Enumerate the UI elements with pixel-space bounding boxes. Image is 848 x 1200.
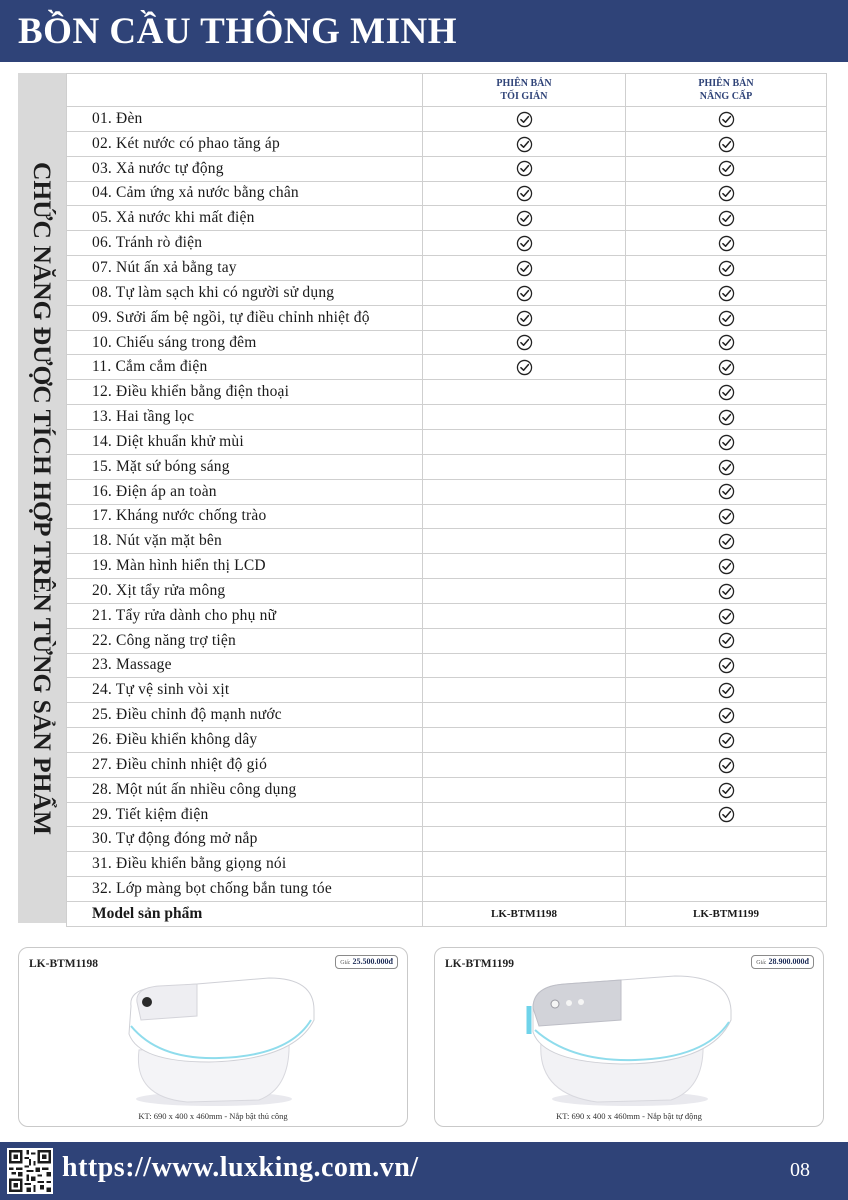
check-cell-upgrade xyxy=(626,305,827,330)
feature-name: 24. Tự vệ sinh vòi xịt xyxy=(67,678,423,703)
check-cell-upgrade xyxy=(626,479,827,504)
check-cell-upgrade xyxy=(626,752,827,777)
table-row xyxy=(67,852,827,877)
feature-name: 09. Sưởi ấm bệ ngồi, tự điều chỉnh nhiệt độ xyxy=(67,305,423,330)
price-value: 28.900.000đ xyxy=(768,957,809,966)
side-label-text: CHỨC NĂNG ĐƯỢC TÍCH HỢP TRÊN TỪNG SẢN PHẨM xyxy=(28,161,57,835)
check-circle-icon xyxy=(718,508,735,525)
price-badge xyxy=(335,955,398,969)
check-cell-basic xyxy=(423,678,626,703)
check-circle-icon xyxy=(718,657,735,674)
check-cell-basic xyxy=(423,802,626,827)
feature-name: 05. Xả nước khi mất điện xyxy=(67,206,423,231)
check-cell-upgrade xyxy=(626,728,827,753)
check-cell-basic xyxy=(423,231,626,256)
check-cell-basic xyxy=(423,728,626,753)
check-cell-upgrade xyxy=(626,678,827,703)
check-cell-basic xyxy=(423,181,626,206)
table-row xyxy=(67,703,827,728)
check-cell-basic xyxy=(423,628,626,653)
product-card-basic xyxy=(18,947,408,1127)
side-label-panel xyxy=(18,73,66,923)
check-cell-upgrade xyxy=(626,603,827,628)
check-cell-basic xyxy=(423,653,626,678)
table-row xyxy=(67,504,827,529)
qr-code-icon[interactable] xyxy=(7,1148,53,1194)
check-circle-icon xyxy=(718,334,735,351)
product-note: KT: 690 x 400 x 460mm - Nắp bật thủ công xyxy=(138,1111,288,1121)
column-header-line: NÂNG CẤP xyxy=(699,91,753,102)
check-cell-upgrade xyxy=(626,330,827,355)
check-cell-basic xyxy=(423,454,626,479)
table-header-row xyxy=(67,74,827,107)
check-circle-icon xyxy=(718,583,735,600)
table-row xyxy=(67,156,827,181)
toilet-image-upgrade xyxy=(525,972,735,1110)
table-row xyxy=(67,206,827,231)
check-cell-upgrade xyxy=(626,504,827,529)
model-row-label: Model sản phẩm xyxy=(67,902,423,927)
price-badge xyxy=(751,955,814,969)
check-cell-upgrade xyxy=(626,181,827,206)
model-code-basic: LK-BTM1198 xyxy=(423,902,626,927)
check-cell-upgrade xyxy=(626,554,827,579)
table-row xyxy=(67,181,827,206)
feature-name: 22. Công năng trợ tiện xyxy=(67,628,423,653)
check-cell-upgrade xyxy=(626,206,827,231)
feature-name: 30. Tự động đóng mở nắp xyxy=(67,827,423,852)
check-circle-icon xyxy=(718,782,735,799)
check-cell-basic xyxy=(423,479,626,504)
feature-name: 28. Một nút ấn nhiều công dụng xyxy=(67,777,423,802)
check-cell-upgrade xyxy=(626,827,827,852)
check-cell-upgrade xyxy=(626,380,827,405)
footer-bar xyxy=(0,1142,848,1200)
column-header-line: PHIÊN BẢN xyxy=(698,78,754,89)
feature-name: 20. Xịt tẩy rửa mông xyxy=(67,579,423,604)
check-circle-icon xyxy=(718,533,735,550)
check-circle-icon xyxy=(718,285,735,302)
check-cell-upgrade xyxy=(626,579,827,604)
check-circle-icon xyxy=(718,210,735,227)
check-cell-basic xyxy=(423,256,626,281)
feature-name: 29. Tiết kiệm điện xyxy=(67,802,423,827)
check-cell-upgrade xyxy=(626,852,827,877)
check-cell-upgrade xyxy=(626,877,827,902)
feature-body xyxy=(67,107,827,902)
check-cell-upgrade xyxy=(626,653,827,678)
feature-name: 14. Diệt khuẩn khử mùi xyxy=(67,429,423,454)
check-circle-icon xyxy=(516,285,533,302)
check-circle-icon xyxy=(516,359,533,376)
feature-name: 23. Massage xyxy=(67,653,423,678)
check-cell-basic xyxy=(423,405,626,430)
check-cell-upgrade xyxy=(626,628,827,653)
feature-name: 13. Hai tầng lọc xyxy=(67,405,423,430)
table-row xyxy=(67,131,827,156)
check-cell-upgrade xyxy=(626,107,827,132)
check-circle-icon xyxy=(718,459,735,476)
feature-name: 26. Điều khiển không dây xyxy=(67,728,423,753)
model-code-upgrade: LK-BTM1199 xyxy=(626,902,827,927)
table-row xyxy=(67,305,827,330)
check-circle-icon xyxy=(718,260,735,277)
feature-name: 19. Màn hình hiển thị LCD xyxy=(67,554,423,579)
check-cell-upgrade xyxy=(626,256,827,281)
check-cell-upgrade xyxy=(626,280,827,305)
feature-name: 12. Điều khiển bằng điện thoại xyxy=(67,380,423,405)
feature-name: 18. Nút vặn mặt bên xyxy=(67,529,423,554)
table-row xyxy=(67,678,827,703)
table-row xyxy=(67,603,827,628)
check-circle-icon xyxy=(516,260,533,277)
table-row xyxy=(67,777,827,802)
check-cell-basic xyxy=(423,355,626,380)
check-circle-icon xyxy=(718,632,735,649)
check-cell-basic xyxy=(423,529,626,554)
page-title: BỒN CẦU THÔNG MINH xyxy=(18,11,457,52)
check-cell-basic xyxy=(423,504,626,529)
table-row xyxy=(67,280,827,305)
check-cell-upgrade xyxy=(626,405,827,430)
table-row xyxy=(67,653,827,678)
check-circle-icon xyxy=(516,185,533,202)
check-cell-upgrade xyxy=(626,802,827,827)
table-row xyxy=(67,355,827,380)
website-link[interactable]: https://www.luxking.com.vn/ xyxy=(62,1152,419,1183)
header-bar xyxy=(0,0,848,62)
check-circle-icon xyxy=(718,235,735,252)
check-circle-icon xyxy=(718,136,735,153)
price-label: Giá: xyxy=(340,960,351,966)
check-circle-icon xyxy=(718,160,735,177)
feature-name: 10. Chiếu sáng trong đêm xyxy=(67,330,423,355)
check-circle-icon xyxy=(718,185,735,202)
check-cell-upgrade xyxy=(626,777,827,802)
price-value: 25.500.000đ xyxy=(352,957,393,966)
check-cell-upgrade xyxy=(626,454,827,479)
check-cell-upgrade xyxy=(626,131,827,156)
table-row xyxy=(67,628,827,653)
check-circle-icon xyxy=(718,310,735,327)
check-cell-basic xyxy=(423,752,626,777)
price-label: Giá: xyxy=(756,960,767,966)
check-circle-icon xyxy=(718,806,735,823)
feature-name: 27. Điều chỉnh nhiệt độ gió xyxy=(67,752,423,777)
check-cell-upgrade xyxy=(626,156,827,181)
check-cell-basic xyxy=(423,827,626,852)
check-circle-icon xyxy=(718,434,735,451)
feature-name: 32. Lớp màng bọt chống bắn tung tóe xyxy=(67,877,423,902)
check-cell-basic xyxy=(423,156,626,181)
check-circle-icon xyxy=(718,483,735,500)
product-card-upgrade xyxy=(434,947,824,1127)
table-row xyxy=(67,529,827,554)
feature-name: 07. Nút ấn xả bằng tay xyxy=(67,256,423,281)
table-row xyxy=(67,752,827,777)
check-cell-upgrade xyxy=(626,529,827,554)
table-row xyxy=(67,429,827,454)
check-cell-basic xyxy=(423,131,626,156)
column-header-line: TỐI GIẢN xyxy=(500,91,548,102)
table-row xyxy=(67,256,827,281)
header-blank-cell xyxy=(67,74,423,107)
check-cell-basic xyxy=(423,330,626,355)
check-cell-basic xyxy=(423,280,626,305)
check-cell-upgrade xyxy=(626,429,827,454)
check-cell-basic xyxy=(423,107,626,132)
check-circle-icon xyxy=(516,235,533,252)
table-row xyxy=(67,728,827,753)
check-cell-basic xyxy=(423,877,626,902)
check-cell-basic xyxy=(423,579,626,604)
table-row xyxy=(67,380,827,405)
table-row xyxy=(67,454,827,479)
check-cell-upgrade xyxy=(626,355,827,380)
check-circle-icon xyxy=(718,732,735,749)
check-circle-icon xyxy=(718,384,735,401)
check-circle-icon xyxy=(718,558,735,575)
check-circle-icon xyxy=(718,757,735,774)
table-row xyxy=(67,579,827,604)
feature-name: 31. Điều khiển bằng giọng nói xyxy=(67,852,423,877)
check-cell-basic xyxy=(423,206,626,231)
table-row xyxy=(67,107,827,132)
table-row xyxy=(67,827,827,852)
check-cell-basic xyxy=(423,852,626,877)
check-circle-icon xyxy=(718,359,735,376)
feature-name: 25. Điều chỉnh độ mạnh nước xyxy=(67,703,423,728)
check-cell-basic xyxy=(423,703,626,728)
feature-name: 15. Mặt sứ bóng sáng xyxy=(67,454,423,479)
check-circle-icon xyxy=(516,210,533,227)
toilet-image-basic xyxy=(109,972,319,1110)
check-cell-upgrade xyxy=(626,231,827,256)
feature-name: 11. Cắm cắm điện xyxy=(67,355,423,380)
feature-name: 04. Cảm ứng xả nước bằng chân xyxy=(67,181,423,206)
check-cell-basic xyxy=(423,603,626,628)
check-cell-upgrade xyxy=(626,703,827,728)
feature-table xyxy=(66,73,827,927)
table-row xyxy=(67,802,827,827)
product-model: LK-BTM1198 xyxy=(29,958,99,970)
check-circle-icon xyxy=(516,310,533,327)
feature-name: 16. Điện áp an toàn xyxy=(67,479,423,504)
product-note: KT: 690 x 400 x 460mm - Nắp bật tự động xyxy=(556,1111,702,1121)
model-row xyxy=(67,902,827,927)
check-circle-icon xyxy=(718,409,735,426)
check-circle-icon xyxy=(516,334,533,351)
column-header-basic xyxy=(423,74,626,107)
check-circle-icon xyxy=(516,160,533,177)
check-cell-basic xyxy=(423,429,626,454)
feature-name: 06. Tránh rò điện xyxy=(67,231,423,256)
check-circle-icon xyxy=(516,111,533,128)
check-circle-icon xyxy=(718,608,735,625)
column-header-upgrade xyxy=(626,74,827,107)
check-circle-icon xyxy=(718,682,735,699)
table-row xyxy=(67,405,827,430)
product-model: LK-BTM1199 xyxy=(445,958,515,970)
page-number: 08 xyxy=(790,1159,810,1181)
feature-name: 17. Kháng nước chống trào xyxy=(67,504,423,529)
check-cell-basic xyxy=(423,777,626,802)
feature-name: 01. Đèn xyxy=(67,107,423,132)
table-row xyxy=(67,554,827,579)
table-row xyxy=(67,330,827,355)
check-cell-basic xyxy=(423,380,626,405)
check-cell-basic xyxy=(423,305,626,330)
column-header-line: PHIÊN BẢN xyxy=(496,78,552,89)
check-circle-icon xyxy=(516,136,533,153)
table-row xyxy=(67,231,827,256)
feature-name: 21. Tẩy rửa dành cho phụ nữ xyxy=(67,603,423,628)
table-row xyxy=(67,479,827,504)
feature-name: 02. Két nước có phao tăng áp xyxy=(67,131,423,156)
table-row xyxy=(67,877,827,902)
feature-name: 08. Tự làm sạch khi có người sử dụng xyxy=(67,280,423,305)
check-cell-basic xyxy=(423,554,626,579)
feature-name: 03. Xả nước tự động xyxy=(67,156,423,181)
check-circle-icon xyxy=(718,111,735,128)
check-circle-icon xyxy=(718,707,735,724)
